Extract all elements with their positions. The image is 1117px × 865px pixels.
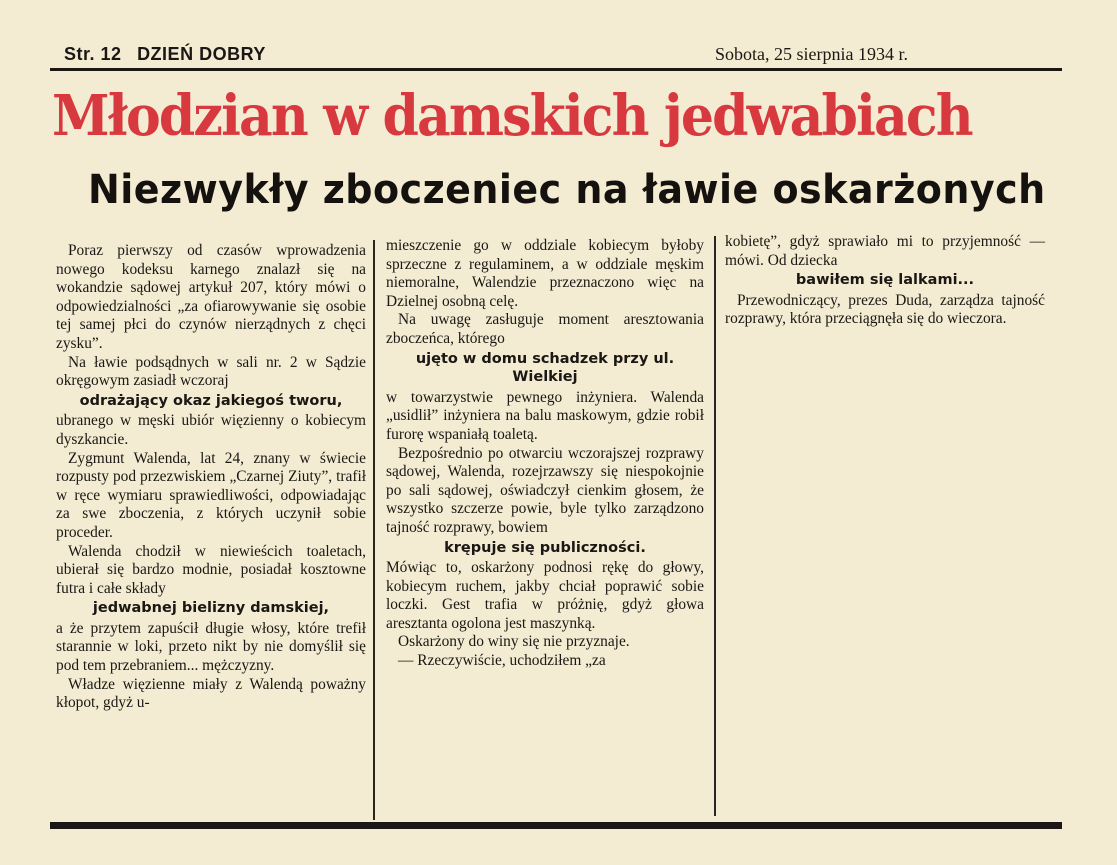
- paragraph-continued: ubranego w męski ubiór więzienny o kobiecym dyszkancie.: [56, 412, 366, 448]
- bold-subheading: bawiłem się lalkami...: [795, 272, 975, 289]
- bold-subheading: jedwabnej bielizny damskiej,: [92, 600, 330, 617]
- page-number: Str. 12: [64, 44, 122, 64]
- subheadline: Niezwykły zboczeniec na ławie oskarżonych: [88, 167, 1046, 213]
- paragraph-continued: kobietę”, gdyż sprawiało mi to przyjemność — mówi. Od dziecka: [725, 233, 1045, 269]
- paragraph: Walenda chodził w niewieścich toaletach, ubierał się bardzo modnie, posiadał kosztowne futra i całe składy: [56, 542, 366, 597]
- masthead-left: [64, 44, 266, 65]
- paragraph: Przewodniczący, prezes Duda, zarządza tajność rozprawy, która przeciągnęła się do wieczora.: [725, 291, 1045, 328]
- issue-date: Sobota, 25 sierpnia 1934 r.: [715, 44, 908, 64]
- article-column-2: [386, 237, 704, 671]
- paragraph-continued: mieszczenie go w oddziale kobiecym byłoby sprzeczne z regulaminem, a w oddziale męskim niemoralne, Walendzie przeznaczono więc na Dzielnej osobną celę.: [386, 237, 704, 310]
- paragraph: Poraz pierwszy od czasów wprowadzenia nowego kodeksu karnego znalazł się na wokandzie sądowej artykuł 207, który mówi o odpowiedzialności „za ofiarowywanie się osobie tej samej płci do czynów nierządnych z chęci zysku”.: [56, 242, 366, 352]
- headline: Młodzian w damskich jedwabiach: [52, 83, 972, 149]
- column-rule: [714, 236, 716, 816]
- paragraph: — Rzeczywiście, uchodziłem „za: [398, 652, 606, 670]
- paragraph-continued: Mówiąc to, oskarżony podnosi rękę do głowy, kobiecym ruchem, jakby chciał poprawić sobie loczki. Gest trafia w próżnię, gdyż głowa aresztanta ogolona jest maszynką.: [386, 559, 704, 632]
- article-column-3: [725, 233, 1045, 329]
- bold-subheading: krępuje się publiczności.: [444, 539, 646, 556]
- paragraph-continued: a że przytem zapuścił długie włosy, które trefił starannie w loki, przeto nikt by nie domyślił się pod tem przebraniem... mężczyzny.: [56, 619, 366, 675]
- paragraph: Na ławie podsądnych w sali nr. 2 w Sądzie okręgowym zasiadł wczoraj: [56, 353, 366, 390]
- paragraph: Na uwagę zasługuje moment aresztowania zboczeńca, którego: [386, 311, 704, 347]
- column-rule: [373, 240, 375, 820]
- masthead-rule: [50, 68, 1062, 71]
- bottom-rule: [50, 822, 1062, 829]
- newspaper-name: DZIEŃ DOBRY: [137, 44, 266, 64]
- paragraph: Bezpośrednio po otwarciu wczorajszej rozprawy sądowej, Walenda, rozejrzawszy się niespokojnie po sali sądowej, oświadczył cienkim głosem, że wszystko szczerze powie, byle tylko zarządzono tajność rozprawy, bowiem: [386, 444, 704, 536]
- bold-subheading: odrażający okaz jakiegoś tworu,: [79, 392, 343, 409]
- article-column-1: [56, 242, 366, 713]
- paragraph-continued: w towarzystwie pewnego inżyniera. Walenda „usidlił” inżyniera na balu maskowym, gdzie robił furorę wspaniałą toaletą.: [386, 388, 704, 443]
- paragraph: Władze więzienne miały z Walendą poważny kłopot, gdyż u-: [56, 675, 366, 712]
- paragraph: Zygmunt Walenda, lat 24, znany w świecie rozpusty pod przezwiskiem „Czarnej Ziuty”, trafił w ręce wymiaru sprawiedliwości, odpowiadając za swe zboczenia, z których uczynił sobie proceder.: [56, 449, 366, 541]
- bold-subheading: ujęto w domu schadzek przy ul. Wielkiej: [415, 350, 675, 386]
- paragraph: Oskarżony do winy się nie przyznaje.: [398, 633, 630, 651]
